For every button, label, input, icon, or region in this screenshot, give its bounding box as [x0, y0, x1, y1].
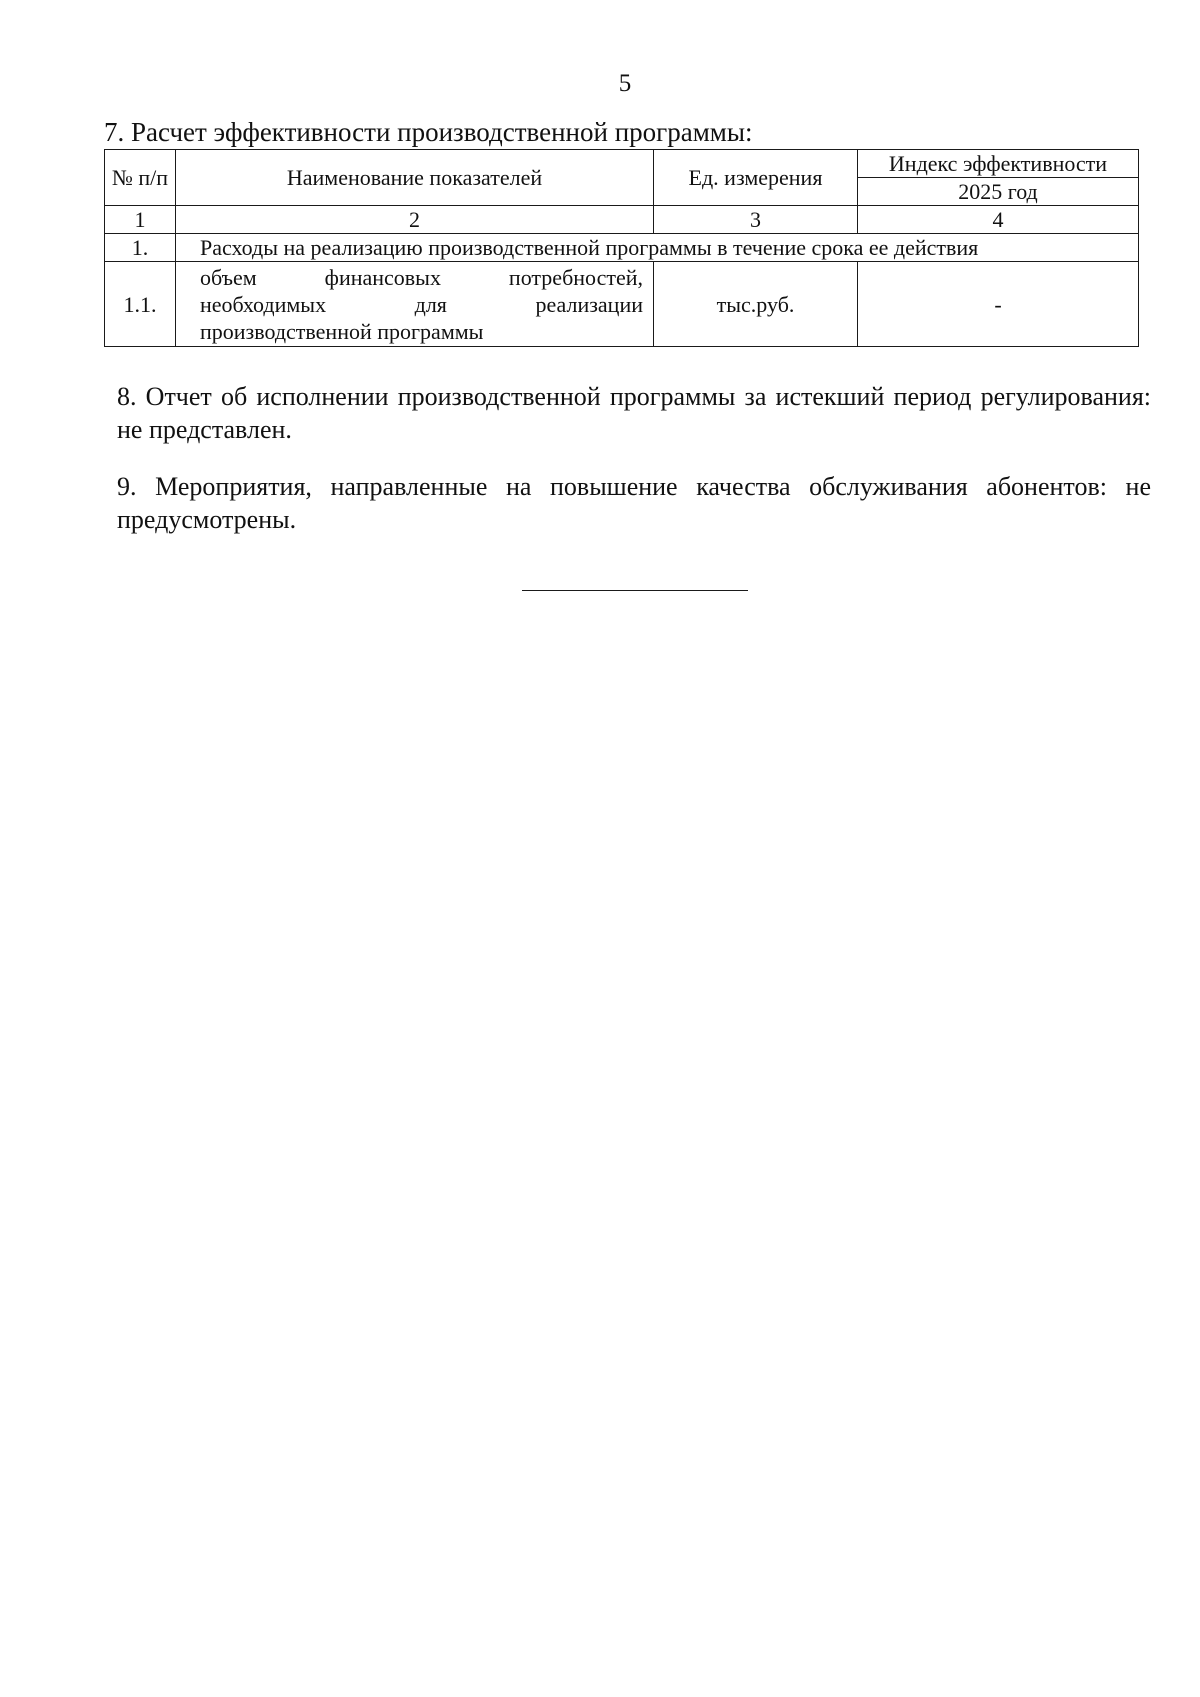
- header-year: 2025 год: [858, 178, 1139, 206]
- section-9-paragraph: 9. Мероприятия, направленные на повышение качества обслуживания абонентов: не предусмотрены.: [117, 472, 1151, 534]
- row-num: 1.1.: [105, 262, 176, 347]
- header-index-group: Индекс эффективности: [858, 150, 1139, 178]
- row-unit: тыс.руб.: [654, 262, 858, 347]
- section-row-num: 1.: [105, 234, 176, 262]
- section-row-text: Расходы на реализацию производственной программы в течение срока ее действия: [176, 234, 1139, 262]
- table-row: [105, 262, 1139, 347]
- end-rule: [522, 590, 748, 591]
- header-unit: Ед. измерения: [654, 150, 858, 206]
- section-7-heading: 7. Расчет эффективности производственной программы:: [104, 117, 753, 147]
- column-number-1: 1: [105, 206, 176, 234]
- page-number: 5: [618, 70, 632, 97]
- table-header-row: [105, 150, 1139, 178]
- header-num: № п/п: [105, 150, 176, 206]
- header-name: Наименование показателей: [176, 150, 654, 206]
- table-column-numbers-row: [105, 206, 1139, 234]
- row-name: объем финансовых потребностей, необходимых для реализации производственной программы: [176, 262, 654, 347]
- section-8-paragraph: 8. Отчет об исполнении производственной программы за истекший период регулирования: не представлен.: [117, 382, 1151, 444]
- column-number-3: 3: [654, 206, 858, 234]
- efficiency-table: [104, 149, 1139, 347]
- row-value: -: [858, 262, 1139, 347]
- table-section-row: [105, 234, 1139, 262]
- column-number-4: 4: [858, 206, 1139, 234]
- column-number-2: 2: [176, 206, 654, 234]
